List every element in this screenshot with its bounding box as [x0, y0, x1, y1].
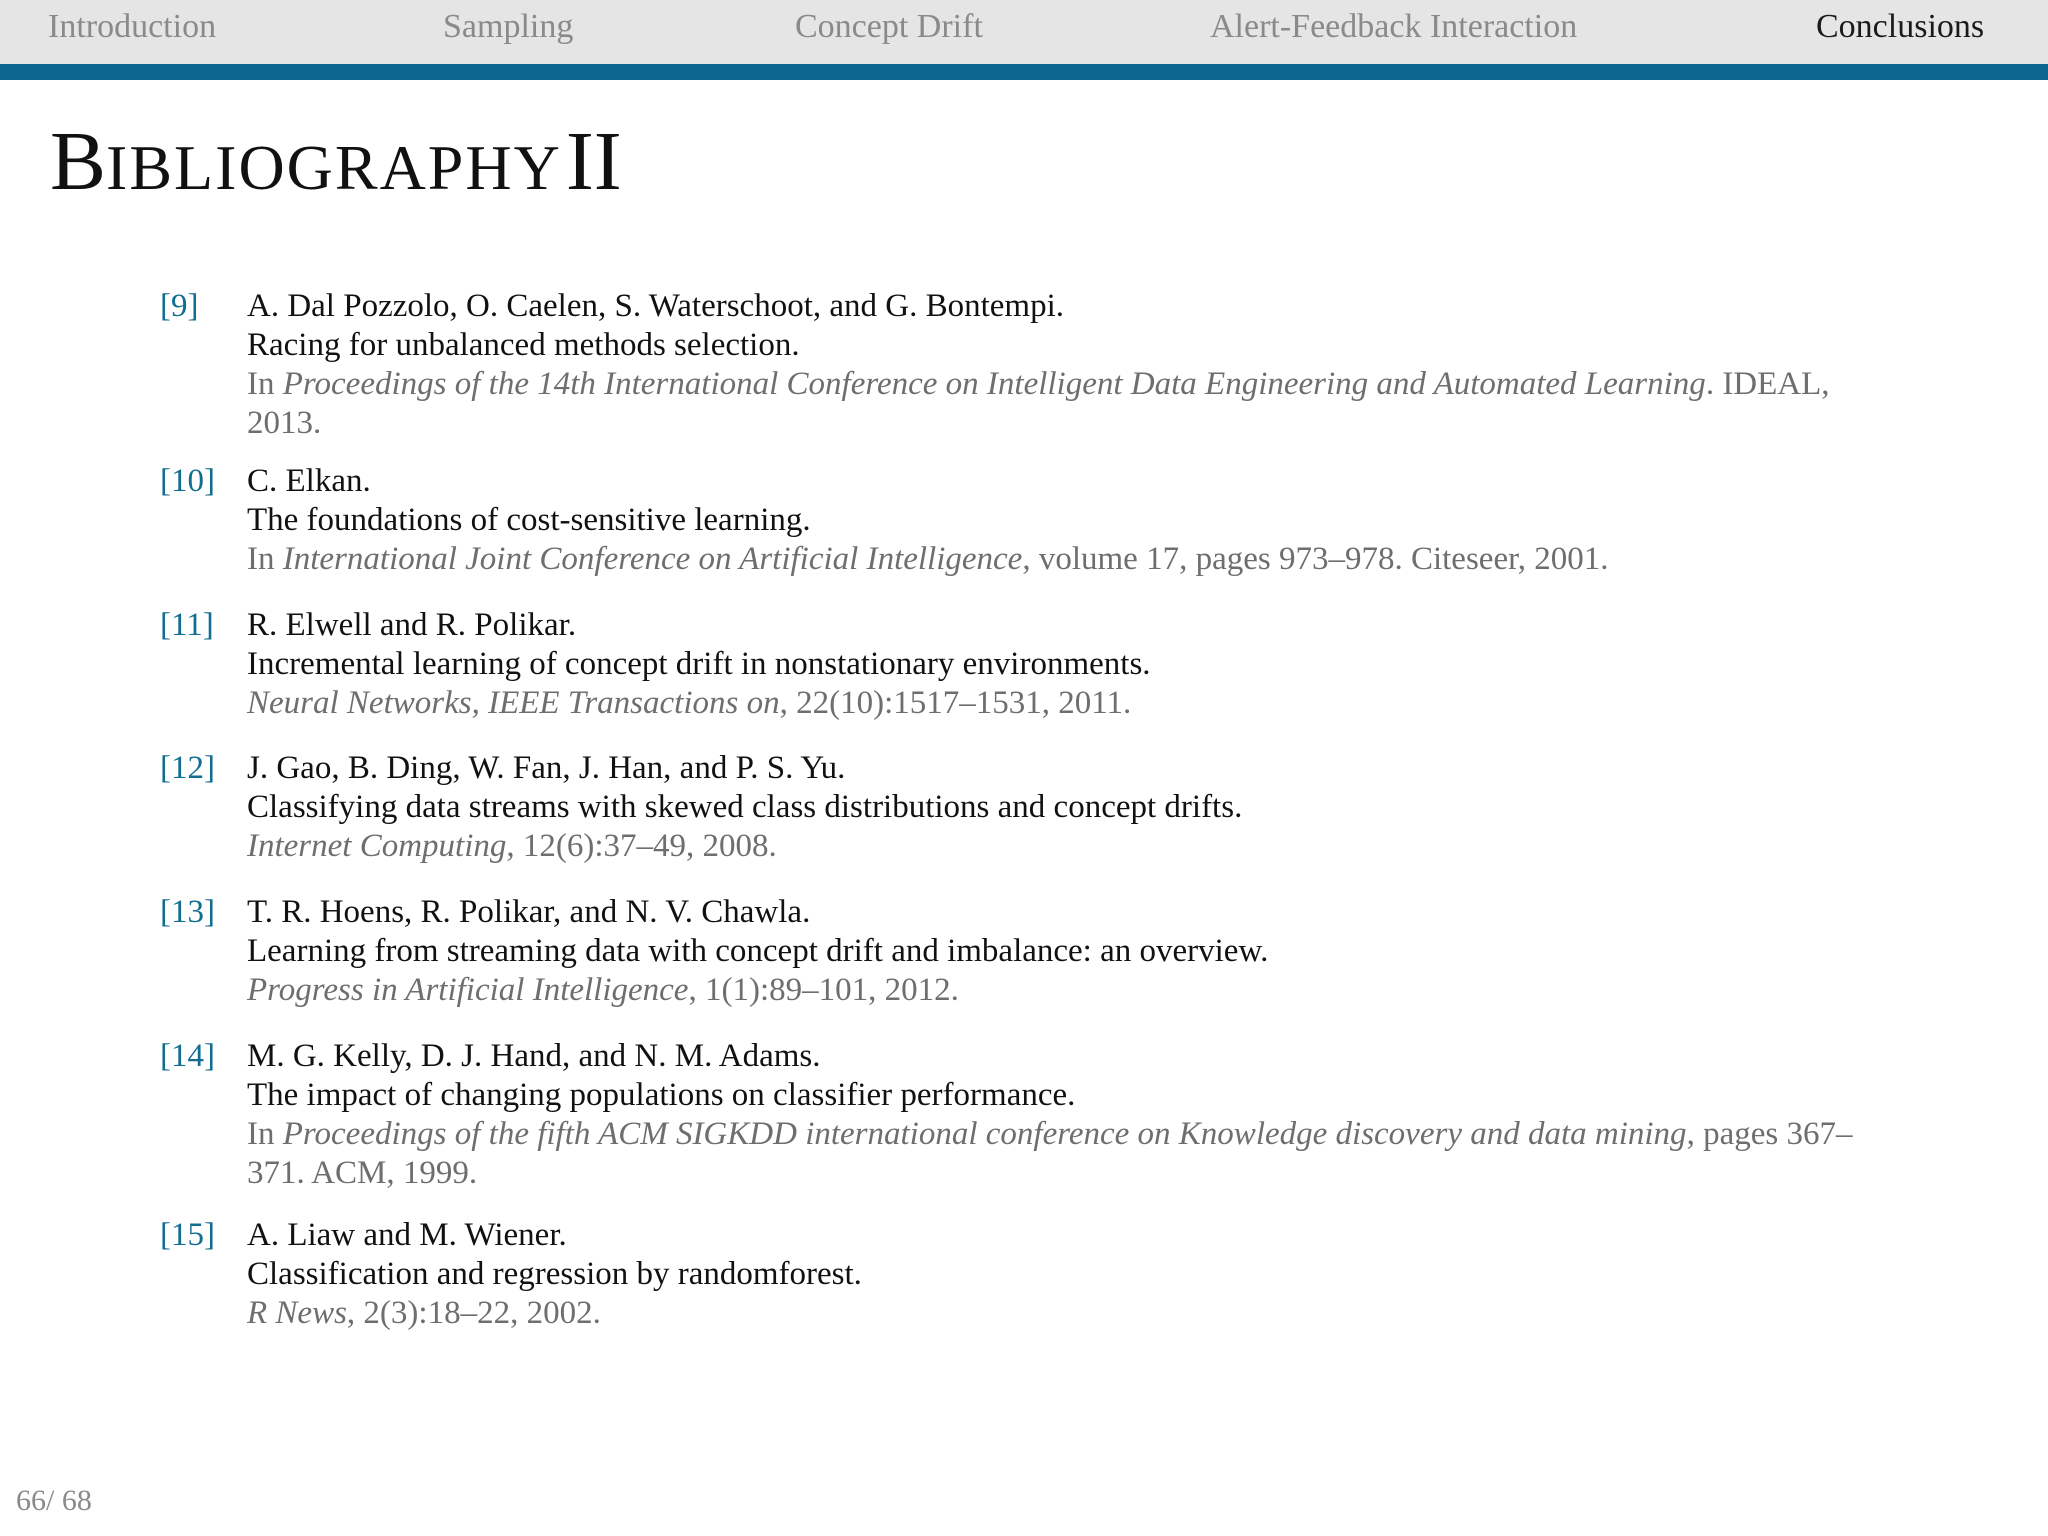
nav-divider-bar — [0, 64, 2048, 80]
reference-venue: Neural Networks, IEEE Transactions on, 22(10):1517–1531, 2011. — [247, 685, 1132, 721]
page-number: 66/ 68 — [16, 1484, 92, 1517]
reference-number[interactable]: [11] — [160, 607, 214, 643]
reference-title: Classifying data streams with skewed class distributions and concept drifts. — [247, 789, 1243, 825]
reference-title: The foundations of cost-sensitive learning. — [247, 502, 811, 538]
reference-venue: In Proceedings of the fifth ACM SIGKDD international conference on Knowledge discovery and data mining, pages 367–371. ACM, 1999. — [247, 1116, 1853, 1191]
reference-authors: M. G. Kelly, D. J. Hand, and N. M. Adams. — [247, 1038, 821, 1074]
reference-authors: R. Elwell and R. Polikar. — [247, 607, 577, 643]
reference-authors: J. Gao, B. Ding, W. Fan, J. Han, and P. S. Yu. — [247, 750, 846, 786]
section-navbar — [0, 0, 2048, 64]
reference-title: The impact of changing populations on classifier performance. — [247, 1077, 1076, 1113]
reference-venue: Progress in Artificial Intelligence, 1(1):89–101, 2012. — [247, 972, 959, 1008]
title-rest: IBLIOGRAPHY — [106, 132, 562, 203]
reference-venue: In Proceedings of the 14th International Conference on Intelligent Data Engineering and Automated Learning. IDEAL, 2013. — [247, 366, 1830, 441]
title-suffix: II — [565, 115, 622, 208]
reference-authors: A. Liaw and M. Wiener. — [247, 1217, 567, 1253]
reference-title: Racing for unbalanced methods selection. — [247, 327, 800, 363]
title-first-letter: B — [50, 115, 107, 208]
reference-number[interactable]: [12] — [160, 750, 215, 786]
reference-venue: R News, 2(3):18–22, 2002. — [247, 1295, 601, 1331]
page-title — [50, 115, 622, 208]
reference-venue: In International Joint Conference on Artificial Intelligence, volume 17, pages 973–978. Citeseer, 2001. — [247, 541, 1609, 577]
reference-authors: C. Elkan. — [247, 463, 371, 499]
reference-authors: A. Dal Pozzolo, O. Caelen, S. Waterschoot, and G. Bontempi. — [247, 288, 1065, 324]
reference-title: Learning from streaming data with concept drift and imbalance: an overview. — [247, 933, 1269, 969]
nav-item-conclusions[interactable]: Conclusions — [1816, 8, 1985, 45]
reference-number[interactable]: [14] — [160, 1038, 215, 1074]
reference-authors: T. R. Hoens, R. Polikar, and N. V. Chawla. — [247, 894, 811, 930]
reference-number[interactable]: [10] — [160, 463, 215, 499]
nav-item-alert-feedback-interaction[interactable]: Alert-Feedback Interaction — [1210, 8, 1578, 45]
reference-number[interactable]: [9] — [160, 288, 199, 324]
reference-venue: Internet Computing, 12(6):37–49, 2008. — [247, 828, 777, 864]
reference-title: Classification and regression by randomforest. — [247, 1256, 862, 1292]
reference-number[interactable]: [15] — [160, 1217, 215, 1253]
nav-item-introduction[interactable]: Introduction — [48, 8, 217, 45]
nav-item-concept-drift[interactable]: Concept Drift — [795, 8, 983, 45]
nav-item-sampling[interactable]: Sampling — [443, 8, 574, 45]
reference-number[interactable]: [13] — [160, 894, 215, 930]
reference-title: Incremental learning of concept drift in nonstationary environments. — [247, 646, 1151, 682]
